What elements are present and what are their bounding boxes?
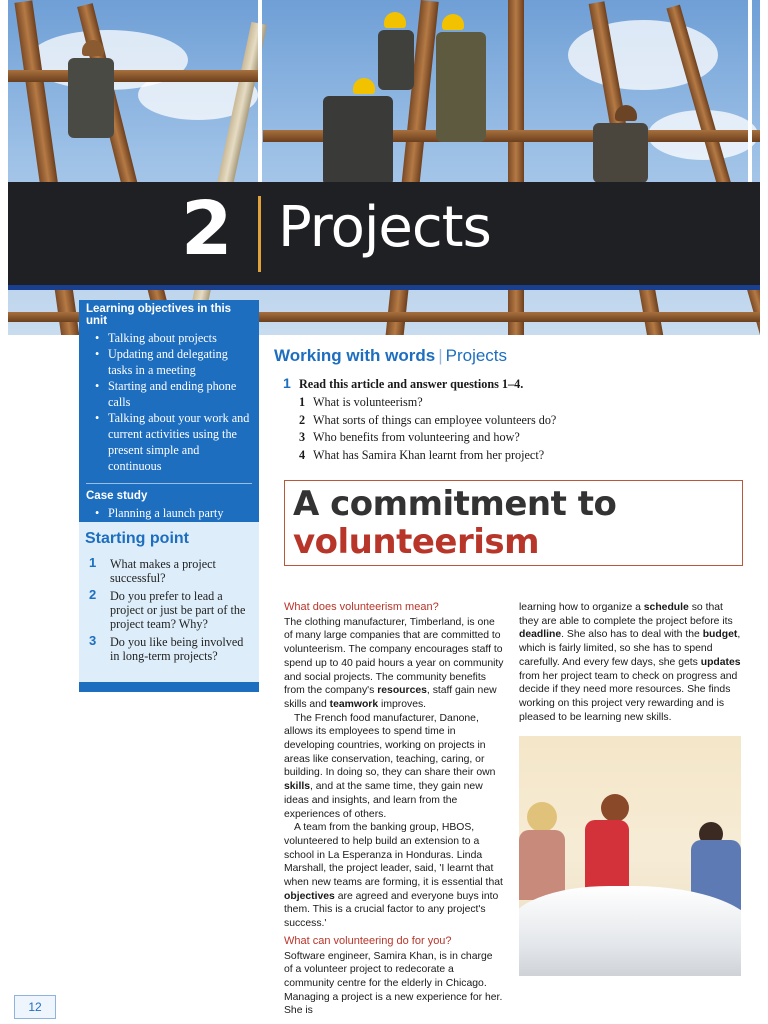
- key-word: schedule: [643, 602, 689, 613]
- article-column-right: [519, 601, 743, 724]
- case-study-item: • Planning a launch party: [86, 505, 252, 521]
- person-body: [519, 830, 565, 900]
- starting-point-question: [89, 635, 255, 663]
- section-heading-label: Working with words: [274, 346, 436, 365]
- question-number: 1: [299, 395, 306, 409]
- scaffold-beam: [8, 70, 258, 82]
- question-number: 4: [299, 447, 306, 462]
- question-number: 3: [299, 430, 306, 444]
- article-paragraph: Software engineer, Samira Khan, is in charge of a volunteer project to redecorate a community centre for the elderly in Chicago. Managing a project is a new experience for her. She is: [284, 950, 503, 1017]
- question-text: What makes a project successful?: [110, 557, 216, 585]
- article-paragraph: learning how to organize a schedule so that they are able to complete the project before its deadline. She also has to deal with the budget, which is fairly limited, so she has to spend carefully. And every few days, she gets updates from her project team to check on progress and decide if they need more resources. She finds working on this project very rewarding and is pleased to be learning new skills.: [519, 602, 741, 723]
- title-band-underline: [8, 285, 760, 290]
- article-paragraph: A team from the banking group, HBOS, volunteered to help build an extension to a school in La Esperanza in Honduras. Linda Marshall, the project leader, said, 'I learnt that when new teams are forming, it is essential that objectives are agreed and everyone buys into them. This is a crucial factor to any project's success.': [284, 822, 503, 930]
- article-subheading: What does volunteerism mean?: [284, 601, 439, 613]
- question-text: Who benefits from volunteering and how?: [313, 430, 520, 444]
- question-text: Do you like being involved in long-term projects?: [110, 635, 244, 663]
- exercise-number: 1: [283, 375, 291, 391]
- objective-item: • Talking about your work and current activities using the present simple and continuous: [86, 410, 252, 474]
- question-number: 2: [89, 587, 97, 602]
- article-subheading: What can volunteering do for you?: [284, 934, 452, 947]
- key-word: resources: [377, 685, 427, 697]
- key-word: deadline: [519, 629, 562, 641]
- key-word: teamwork: [329, 698, 379, 710]
- person-body: [585, 820, 629, 892]
- exercise-question: [299, 448, 729, 466]
- photo-divider: [748, 0, 752, 182]
- question-number: 1: [89, 555, 97, 570]
- question-number: 3: [89, 633, 97, 648]
- starting-point-bottom-bar: [79, 682, 259, 692]
- exercise-questions: [299, 395, 729, 465]
- article-title-line-2: volunteerism: [293, 522, 540, 562]
- case-study-list: [86, 505, 252, 521]
- starting-point-box: [79, 522, 259, 692]
- key-word: skills: [284, 781, 310, 793]
- objective-item: • Talking about projects: [86, 330, 252, 346]
- starting-point-question: [89, 557, 255, 585]
- page-number: 12: [14, 995, 56, 1019]
- article-paragraph: The French food manufacturer, Danone, allows its employees to spend time in developing countries, working on projects in areas like conservation, teaching, caring, or building. In doing so, they can share their own skills, and at the same time, they gain new ideas and insights, and learn from the experiences of others.: [284, 712, 496, 820]
- exercise-question: [299, 430, 729, 448]
- question-text: What is volunteerism?: [313, 395, 423, 409]
- starting-point-questions: [89, 557, 255, 667]
- question-text: Do you prefer to lead a project or just be part of the project team? Why?: [110, 589, 246, 631]
- question-text: What sorts of things can employee volunteers do?: [313, 412, 557, 427]
- objective-item: • Starting and ending phone calls: [86, 378, 252, 410]
- exercise-instruction: Read this article and answer questions 1–4.: [299, 377, 524, 391]
- person-head: [527, 802, 557, 832]
- learning-objectives-heading: Learning objectives in this unit: [86, 303, 232, 327]
- exercise-question: [299, 395, 729, 413]
- key-word: updates: [700, 656, 741, 668]
- starting-point-question: [89, 589, 255, 631]
- learning-objectives-box: [79, 300, 259, 522]
- person-head: [601, 794, 629, 822]
- key-word: objectives: [284, 890, 335, 902]
- exercise-question: [299, 413, 729, 431]
- article-column-left: [284, 601, 504, 1018]
- case-study-heading: Case study: [86, 490, 148, 502]
- section-heading-sub: Projects: [445, 346, 508, 365]
- article-title-box: [284, 480, 743, 566]
- objective-item: • Updating and delegating tasks in a meeting: [86, 346, 252, 378]
- unit-number: 2: [181, 186, 233, 272]
- plastic-sheet: [519, 886, 741, 976]
- unit-title: Projects: [278, 195, 491, 260]
- learning-objectives-list: [86, 330, 252, 474]
- photo-divider: [258, 0, 262, 182]
- question-text: What has Samira Khan learnt from her project?: [313, 447, 545, 462]
- unit-title-separator: [258, 196, 261, 272]
- question-number: 2: [299, 412, 306, 427]
- volunteers-photo: [519, 736, 741, 976]
- starting-point-heading: Starting point: [85, 530, 189, 547]
- key-word: budget: [702, 629, 738, 641]
- objectives-divider: [86, 483, 252, 484]
- section-heading-separator: |: [438, 346, 443, 365]
- section-heading: [274, 346, 507, 366]
- article-paragraph: The clothing manufacturer, Timberland, is one of many large companies that are committed to volunteerism. The company encourages staff to spend up to 40 paid hours a year on community and social projects. The community benefits from the company's resources, staff gain new skills and teamwork improves.: [284, 616, 504, 710]
- article-title-line-1: A commitment to: [293, 484, 617, 524]
